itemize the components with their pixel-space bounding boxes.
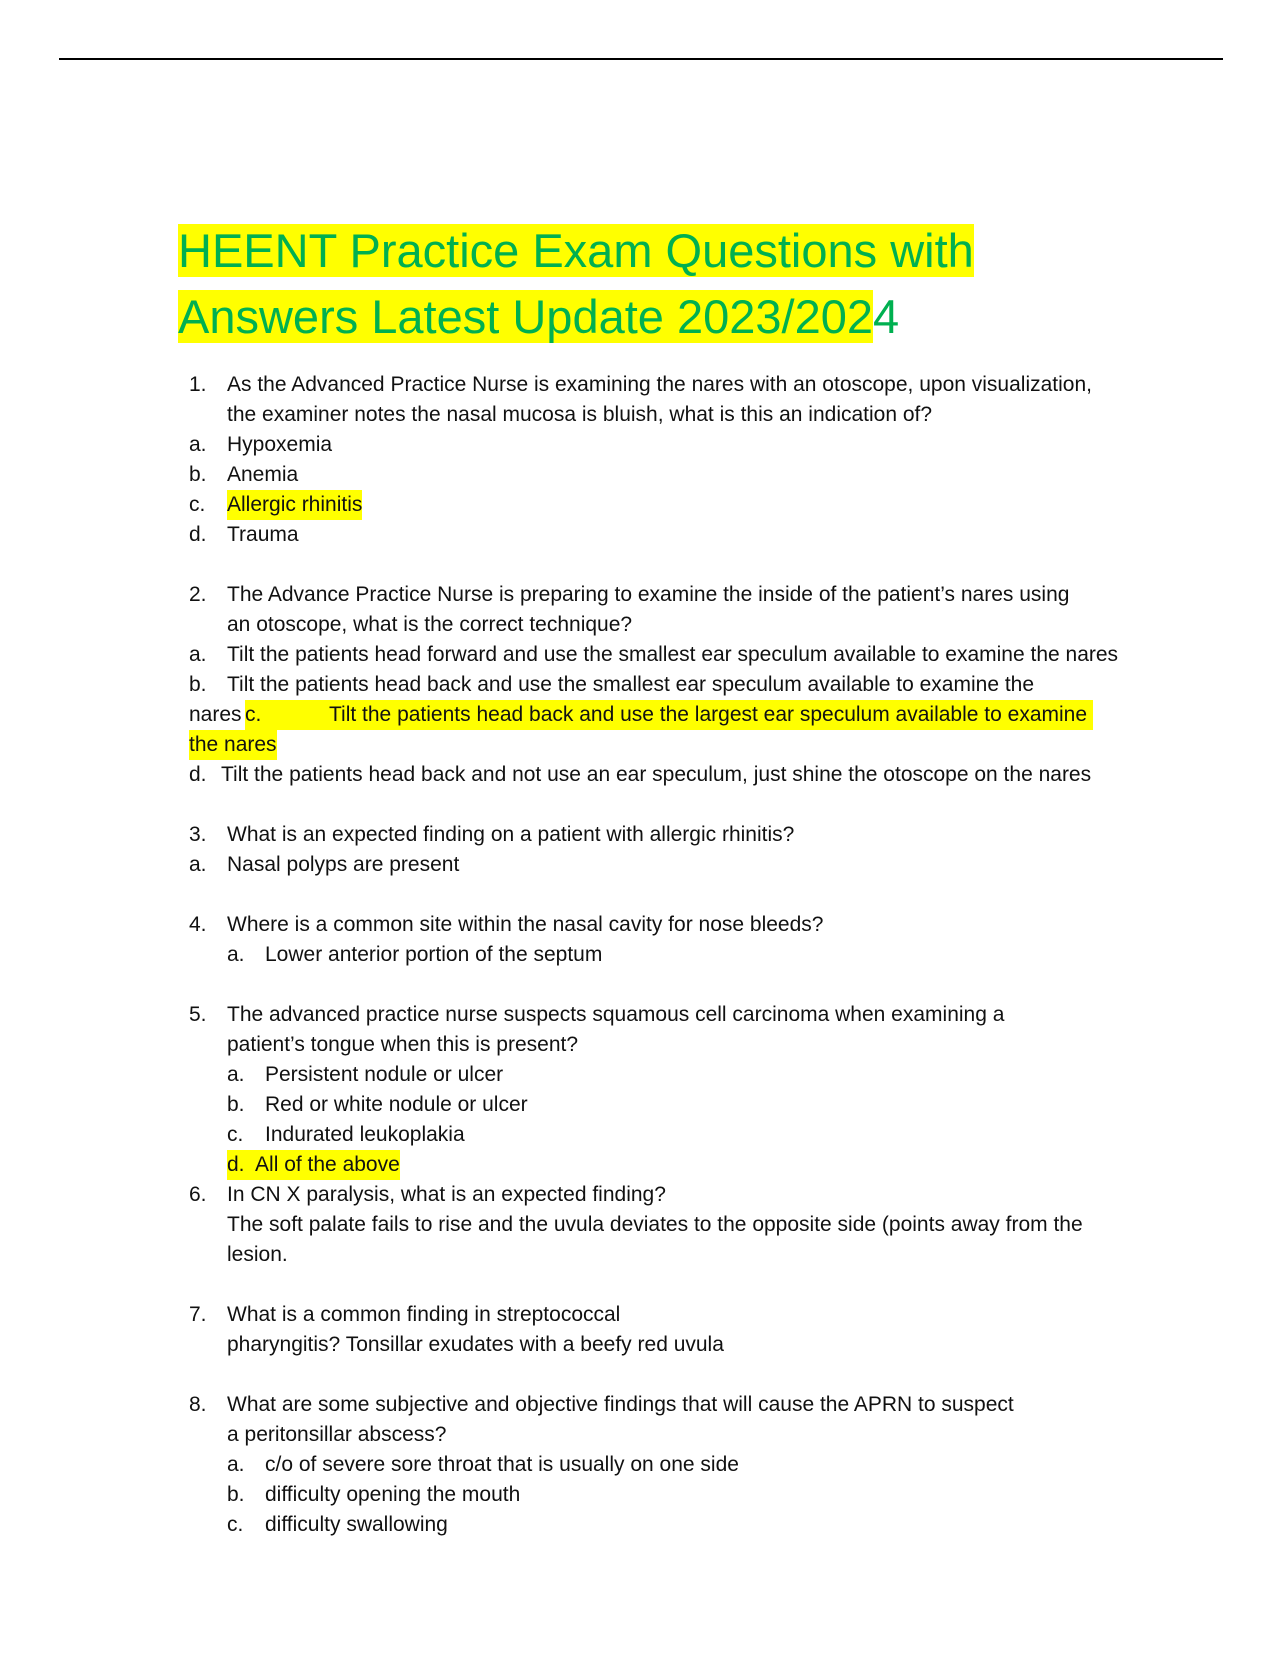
option-text: Tilt the patients head back and use the smallest ear speculum available to examine the bbox=[227, 673, 1035, 696]
answer-text: lesion. bbox=[227, 1243, 288, 1266]
option-text: Tilt the patients head back and use the largest ear speculum available to examine bbox=[329, 703, 1088, 726]
question-text: What is a common finding in streptococcal bbox=[227, 1303, 621, 1326]
option-label: b. bbox=[189, 673, 207, 696]
option-label: a. bbox=[189, 643, 207, 666]
option-text: Tilt the patients head back and not use an ear speculum, just shine the otoscope on the nares bbox=[221, 763, 1092, 786]
option-text: Lower anterior portion of the septum bbox=[265, 943, 603, 966]
option-label: a. bbox=[227, 943, 245, 966]
question-text: a peritonsillar abscess? bbox=[227, 1423, 447, 1446]
option-label: d. bbox=[189, 763, 207, 786]
highlighted-answer bbox=[245, 700, 1093, 730]
top-rule bbox=[59, 58, 1223, 60]
option-text: Nasal polyps are present bbox=[227, 853, 460, 876]
option-text: c/o of severe sore throat that is usually on one side bbox=[265, 1453, 739, 1476]
option-label: c. bbox=[245, 703, 262, 726]
question-text: As the Advanced Practice Nurse is examining the nares with an otoscope, upon visualization, bbox=[227, 373, 1092, 396]
option-label: c. bbox=[227, 1123, 244, 1146]
option-text: Indurated leukoplakia bbox=[265, 1123, 465, 1146]
question-number: 5. bbox=[189, 1003, 207, 1026]
option-text: nares bbox=[189, 703, 242, 726]
question-number: 2. bbox=[189, 583, 207, 606]
option-label: a. bbox=[189, 433, 207, 456]
option-label: a. bbox=[227, 1453, 245, 1476]
question-number: 7. bbox=[189, 1303, 207, 1326]
question-text: pharyngitis? Tonsillar exudates with a beefy red uvula bbox=[227, 1333, 724, 1356]
option-text: Trauma bbox=[227, 523, 299, 546]
option-label: b. bbox=[227, 1483, 245, 1506]
question-text: In CN X paralysis, what is an expected finding? bbox=[227, 1183, 666, 1206]
option-text: Persistent nodule or ulcer bbox=[265, 1063, 504, 1086]
highlighted-answer: d. All of the above bbox=[227, 1150, 400, 1180]
option-label: a. bbox=[227, 1063, 245, 1086]
question-text: The advanced practice nurse suspects squamous cell carcinoma when examining a bbox=[227, 1003, 1005, 1026]
question-text: an otoscope, what is the correct technique? bbox=[227, 613, 633, 636]
question-number: 3. bbox=[189, 823, 207, 846]
title-line-2-highlighted: Answers Latest Update 2023/202 bbox=[178, 290, 874, 343]
option-text: Anemia bbox=[227, 463, 299, 486]
option-label: a. bbox=[189, 853, 207, 876]
option-label: c. bbox=[227, 1513, 244, 1536]
option-text: Tilt the patients head forward and use the smallest ear speculum available to examine the nares bbox=[227, 643, 1119, 666]
question-number: 1. bbox=[189, 373, 207, 396]
title-line-1: HEENT Practice Exam Questions with bbox=[178, 224, 974, 277]
option-label: c. bbox=[189, 493, 206, 516]
option-text: difficulty opening the mouth bbox=[265, 1483, 521, 1506]
question-text: What is an expected finding on a patient with allergic rhinitis? bbox=[227, 823, 795, 846]
option-label: d. bbox=[189, 523, 207, 546]
highlighted-answer: Allergic rhinitis bbox=[227, 490, 362, 520]
option-text: Red or white nodule or ulcer bbox=[265, 1093, 528, 1116]
option-label: b. bbox=[189, 463, 207, 486]
question-number: 4. bbox=[189, 913, 207, 936]
answer-text: The soft palate fails to rise and the uvula deviates to the opposite side (points away from the bbox=[227, 1213, 1083, 1236]
question-text: What are some subjective and objective findings that will cause the APRN to suspect bbox=[227, 1393, 1014, 1416]
question-text: the examiner notes the nasal mucosa is bluish, what is this an indication of? bbox=[227, 403, 933, 426]
question-text: The Advance Practice Nurse is preparing to examine the inside of the patient’s nares using bbox=[227, 583, 1070, 606]
title-tail: 4 bbox=[873, 290, 900, 343]
option-label: b. bbox=[227, 1093, 245, 1116]
question-number: 8. bbox=[189, 1393, 207, 1416]
page-title bbox=[178, 218, 974, 350]
question-text: patient’s tongue when this is present? bbox=[227, 1033, 579, 1056]
question-text: Where is a common site within the nasal cavity for nose bleeds? bbox=[227, 913, 824, 936]
question-number: 6. bbox=[189, 1183, 207, 1206]
option-text: Hypoxemia bbox=[227, 433, 333, 456]
highlighted-answer: the nares bbox=[189, 730, 277, 760]
option-text: difficulty swallowing bbox=[265, 1513, 448, 1536]
